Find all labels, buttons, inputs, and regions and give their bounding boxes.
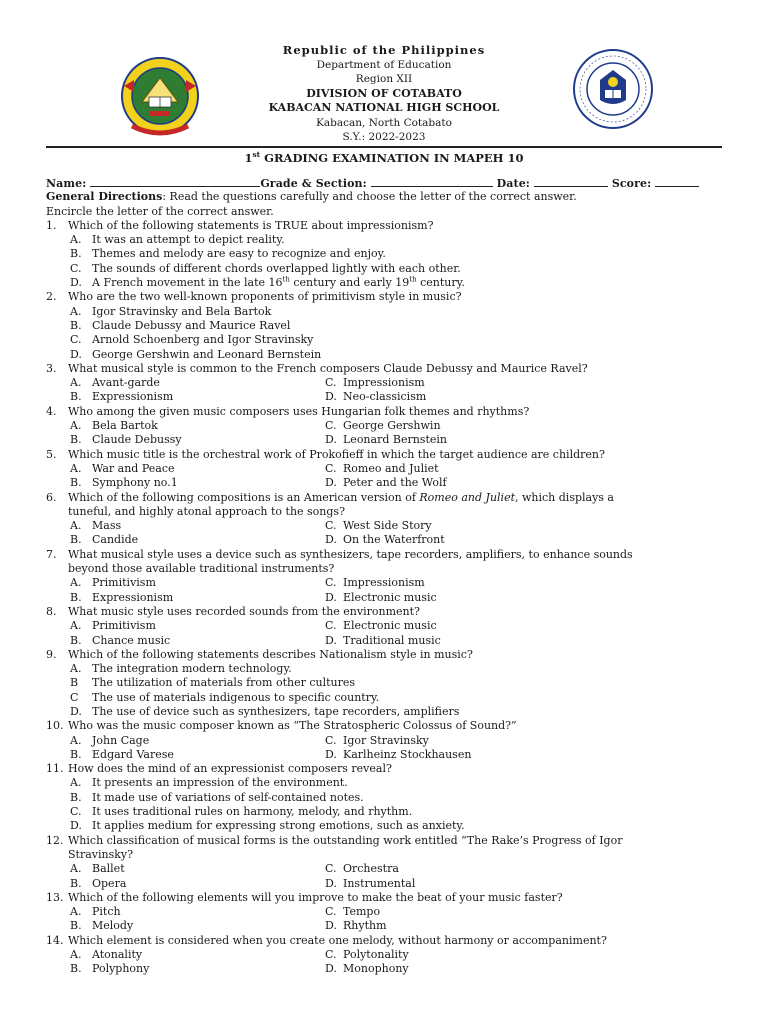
option-text[interactable]: Orchestra <box>343 862 399 876</box>
option-text[interactable]: Peter and the Wolf <box>343 476 447 490</box>
option-text[interactable]: Edgard Varese <box>92 747 174 761</box>
option-letter[interactable]: C <box>70 690 79 704</box>
exam-body <box>46 176 736 977</box>
option-letter[interactable]: A. <box>70 304 82 318</box>
date-field[interactable] <box>534 176 608 187</box>
option-text[interactable]: Neo-classicism <box>343 390 427 404</box>
question-number: 9. <box>46 647 57 661</box>
option-letter[interactable]: A. <box>70 233 82 247</box>
option-row <box>46 462 736 476</box>
option-letter[interactable]: D. <box>325 476 337 490</box>
question-number: 13. <box>46 890 64 904</box>
option-text[interactable]: Arnold Schoenberg and Igor Stravinsky <box>92 333 314 347</box>
question-list <box>46 219 736 977</box>
option-text[interactable]: West Side Story <box>343 519 432 533</box>
republic-title: Republic of the Philippines <box>282 43 486 57</box>
option-letter[interactable]: D. <box>325 633 337 647</box>
exam-title-number: 1 <box>244 150 253 165</box>
header-divider <box>46 146 722 148</box>
option-letter[interactable]: D. <box>325 747 337 761</box>
option-row <box>46 676 736 690</box>
option-letter[interactable]: D. <box>325 390 337 404</box>
division-name: DIVISION OF COTABATO <box>306 86 462 100</box>
question-5 <box>46 448 736 462</box>
option-text[interactable]: Symphony no.1 <box>92 476 178 490</box>
option-text[interactable]: It made use of variations of self-contained notes. <box>92 790 364 804</box>
option-letter[interactable]: C. <box>325 733 337 747</box>
ordinal-suffix: th <box>409 275 417 284</box>
exam-title-suffix: st <box>252 150 261 159</box>
option-text[interactable]: John Cage <box>92 733 150 747</box>
option-text[interactable]: Romeo and Juliet <box>343 461 439 475</box>
option-row <box>46 877 736 891</box>
option-letter[interactable]: C. <box>70 261 82 275</box>
question-number: 14. <box>46 933 64 947</box>
option-letter[interactable]: A. <box>70 519 82 533</box>
question-10 <box>46 719 736 733</box>
question-text-continued: tuneful, and highly atonal approach to the songs? <box>68 504 345 518</box>
question-text: What musical style is common to the French composers Claude Debussy and Maurice Ravel? <box>68 361 588 375</box>
option-letter[interactable]: B. <box>70 476 82 490</box>
option-text[interactable]: Claude Debussy and Maurice Ravel <box>92 318 291 332</box>
option-row <box>46 776 736 790</box>
option-letter[interactable]: B. <box>70 390 82 404</box>
option-row <box>46 591 736 605</box>
option-letter[interactable]: A. <box>70 376 82 390</box>
option-text[interactable]: Ballet <box>92 862 125 876</box>
department-name: Department of Education <box>316 58 452 71</box>
option-row <box>46 734 736 748</box>
question-text: How does the mind of an expressionist composers reveal? <box>68 762 392 776</box>
option-letter[interactable]: D. <box>325 433 337 447</box>
option-text[interactable]: Opera <box>92 876 127 890</box>
option-letter[interactable]: D. <box>70 819 82 833</box>
question-text: Which of the following elements will you improve to make the beat of your music faster? <box>68 890 563 904</box>
question-9 <box>46 648 736 662</box>
option-row <box>46 634 736 648</box>
option-text[interactable]: Mass <box>92 519 122 533</box>
option-letter[interactable]: D. <box>325 919 337 933</box>
option-row <box>46 233 736 247</box>
option-text[interactable] <box>92 276 465 290</box>
question-6 <box>46 491 736 505</box>
option-row <box>46 805 736 819</box>
option-letter[interactable]: D. <box>70 347 82 361</box>
option-text[interactable]: Traditional music <box>343 633 441 647</box>
score-field[interactable] <box>655 176 699 187</box>
question-number: 11. <box>46 762 64 776</box>
option-row <box>46 390 736 404</box>
option-letter[interactable]: B. <box>70 790 82 804</box>
option-text[interactable]: It applies medium for expressing strong emotions, such as anxiety. <box>92 819 465 833</box>
option-text[interactable]: Expressionism <box>92 590 174 604</box>
ordinal-suffix: th <box>282 275 290 284</box>
option-letter[interactable]: A. <box>70 662 82 676</box>
question-text-end: , which displays a <box>515 490 614 504</box>
name-field[interactable] <box>90 176 260 187</box>
option-text[interactable]: Rhythm <box>343 919 387 933</box>
question-number: 12. <box>46 833 64 847</box>
question-number: 5. <box>46 447 57 461</box>
option-letter[interactable]: C. <box>325 519 337 533</box>
option-row <box>46 819 736 833</box>
option-letter[interactable]: C. <box>325 461 337 475</box>
option-letter[interactable]: D. <box>70 276 82 290</box>
option-letter[interactable]: B. <box>70 962 82 976</box>
school-header <box>0 40 768 146</box>
score-label: Score: <box>607 177 656 190</box>
option-row <box>46 948 736 962</box>
question-number: 8. <box>46 604 57 618</box>
option-text[interactable]: Monophony <box>343 962 409 976</box>
option-row <box>46 348 736 362</box>
option-row <box>46 576 736 590</box>
question-text: Which of the following statements describes Nationalism style in music? <box>68 647 473 661</box>
option-row <box>46 319 736 333</box>
option-letter[interactable]: B. <box>70 919 82 933</box>
option-row <box>46 247 736 261</box>
option-text[interactable]: The utilization of materials from other cultures <box>92 676 356 690</box>
option-letter[interactable]: B. <box>70 533 82 547</box>
question-14 <box>46 934 736 948</box>
school-name: KABACAN NATIONAL HIGH SCHOOL <box>268 101 500 114</box>
option-text[interactable]: Primitivism <box>92 619 156 633</box>
grade-section-field[interactable] <box>371 176 493 187</box>
exam-title <box>0 150 768 165</box>
question-text: Which of the following statements is TRUE about impressionism? <box>68 218 434 232</box>
option-letter[interactable]: B. <box>70 747 82 761</box>
option-text[interactable]: Pitch <box>92 905 121 919</box>
option-letter[interactable]: C. <box>325 419 337 433</box>
option-text[interactable]: Avant-garde <box>92 376 160 390</box>
option-text[interactable]: The sounds of different chords overlapped lightly with each other. <box>92 261 461 275</box>
question-11 <box>46 762 736 776</box>
option-text[interactable]: Polytonality <box>343 948 409 962</box>
option-row <box>46 276 736 290</box>
option-letter[interactable]: C. <box>325 576 337 590</box>
option-letter[interactable]: D. <box>325 533 337 547</box>
name-label: Name: <box>46 177 91 190</box>
option-row <box>46 662 736 676</box>
option-text[interactable]: War and Peace <box>92 461 175 475</box>
option-letter[interactable]: A. <box>70 862 82 876</box>
question-number: 7. <box>46 547 57 561</box>
option-text[interactable]: Electronic music <box>343 619 437 633</box>
option-letter[interactable]: A. <box>70 948 82 962</box>
question-text: What music style uses recorded sounds from the environment? <box>68 604 420 618</box>
option-text-part: century. <box>416 276 465 290</box>
option-row <box>46 905 736 919</box>
question-number: 2. <box>46 290 57 304</box>
option-text[interactable]: Igor Stravinsky <box>343 733 429 747</box>
option-text[interactable]: Expressionism <box>92 390 174 404</box>
school-seal-logo <box>120 56 200 140</box>
option-row <box>46 791 736 805</box>
option-text[interactable]: Tempo <box>343 905 381 919</box>
option-text[interactable]: Electronic music <box>343 590 437 604</box>
option-row <box>46 476 736 490</box>
option-row <box>46 691 736 705</box>
directions-text: : Read the questions carefully and choose the letter of the correct answer. <box>162 190 577 204</box>
question-number: 4. <box>46 404 57 418</box>
region-name: Region XII <box>355 73 413 85</box>
option-row <box>46 919 736 933</box>
option-text[interactable]: The use of materials indigenous to specific country. <box>92 690 380 704</box>
option-letter[interactable]: B. <box>70 876 82 890</box>
header-text-block <box>200 43 568 145</box>
question-text: Who are the two well-known proponents of primitivism style in music? <box>68 290 462 304</box>
option-text[interactable]: It was an attempt to depict reality. <box>92 233 285 247</box>
option-letter[interactable]: D. <box>70 704 82 718</box>
option-text[interactable]: Primitivism <box>92 576 156 590</box>
option-letter[interactable]: D. <box>325 590 337 604</box>
option-row <box>46 705 736 719</box>
option-row <box>46 519 736 533</box>
question-number: 3. <box>46 361 57 375</box>
option-text[interactable]: Atonality <box>92 948 143 962</box>
option-row <box>46 433 736 447</box>
option-letter[interactable]: A. <box>70 905 82 919</box>
option-text[interactable]: The integration modern technology. <box>92 662 292 676</box>
question-1 <box>46 219 736 233</box>
directions-label: General Directions <box>46 190 163 204</box>
option-letter[interactable]: C. <box>70 805 82 819</box>
option-text[interactable]: Leonard Bernstein <box>343 433 447 447</box>
option-text[interactable]: Karlheinz Stockhausen <box>343 747 472 761</box>
option-letter[interactable]: C. <box>325 905 337 919</box>
question-12 <box>46 834 736 848</box>
option-text[interactable]: Candide <box>92 533 139 547</box>
option-text[interactable]: Themes and melody are easy to recognize and enjoy. <box>92 247 386 261</box>
question-title-italic: Romeo and Juliet <box>419 490 515 504</box>
option-letter[interactable]: B <box>70 676 79 690</box>
option-row <box>46 748 736 762</box>
option-text[interactable]: Bela Bartok <box>92 419 158 433</box>
question-2 <box>46 290 736 304</box>
option-text[interactable]: Claude Debussy <box>92 433 182 447</box>
option-text[interactable]: Polyphony <box>92 962 150 976</box>
option-letter[interactable]: A. <box>70 419 82 433</box>
option-letter[interactable]: D. <box>325 962 337 976</box>
option-row <box>46 333 736 347</box>
option-text[interactable]: Instrumental <box>343 876 416 890</box>
question-13 <box>46 891 736 905</box>
option-text[interactable]: Impressionism <box>343 376 425 390</box>
question-text: What musical style uses a device such as synthesizers, tape recorders, amplifiers, to enhance sounds <box>68 547 633 561</box>
question-text: Which classification of musical forms is the outstanding work entitled “The Rake’s Progress of Igor <box>68 833 623 847</box>
option-letter[interactable]: C. <box>325 948 337 962</box>
option-letter[interactable]: C. <box>325 862 337 876</box>
deped-seal-logo <box>572 48 654 130</box>
option-letter[interactable]: A. <box>70 461 82 475</box>
option-row <box>46 862 736 876</box>
exam-title-text: GRADING EXAMINATION IN MAPEH 10 <box>260 150 524 165</box>
question-number: 1. <box>46 218 57 232</box>
option-letter[interactable]: D. <box>325 876 337 890</box>
question-text: Which music title is the orchestral work of Prokofieff in which the target audience are children? <box>68 447 605 461</box>
question-text: Which of the following compositions is an American version of <box>68 490 420 504</box>
option-text-part: century and early 19 <box>289 276 410 290</box>
option-letter[interactable]: B. <box>70 433 82 447</box>
option-letter[interactable]: A. <box>70 619 82 633</box>
date-label: Date: <box>492 177 534 190</box>
question-text-continued: Stravinsky? <box>68 847 134 861</box>
option-text-part: A French movement in the late 16 <box>92 276 283 290</box>
question-3 <box>46 362 736 376</box>
option-text[interactable]: It uses traditional rules on harmony, melody, and rhythm. <box>92 805 413 819</box>
option-row <box>46 305 736 319</box>
question-4 <box>46 405 736 419</box>
grade-section-label: Grade & Section: <box>260 177 371 190</box>
question-text: Who among the given music composers uses Hungarian folk themes and rhythms? <box>68 404 530 418</box>
option-row <box>46 376 736 390</box>
option-text[interactable]: George Gershwin <box>343 419 441 433</box>
option-text[interactable]: George Gershwin and Leonard Bernstein <box>92 347 322 361</box>
student-info-line <box>46 176 736 190</box>
option-letter[interactable]: B. <box>70 318 82 332</box>
question-text: Who was the music composer known as “The Stratospheric Colossus of Sound?” <box>68 719 517 733</box>
directions-text-2: Encircle the letter of the correct answer. <box>46 204 274 218</box>
school-address: Kabacan, North Cotabato <box>316 116 452 129</box>
option-text[interactable]: The use of device such as synthesizers, tape recorders, amplifiers <box>92 704 460 718</box>
option-text[interactable]: Igor Stravinsky and Bela Bartok <box>92 304 272 318</box>
option-text[interactable]: Chance music <box>92 633 171 647</box>
question-7 <box>46 548 736 562</box>
option-letter[interactable]: A. <box>70 576 82 590</box>
question-8 <box>46 605 736 619</box>
option-text[interactable]: On the Waterfront <box>343 533 445 547</box>
question-text: Which element is considered when you create one melody, without harmony or accompaniment? <box>68 933 607 947</box>
option-row <box>46 962 736 976</box>
question-number: 10. <box>46 719 64 733</box>
option-letter[interactable]: A. <box>70 733 82 747</box>
option-row <box>46 419 736 433</box>
option-letter[interactable]: C. <box>70 333 82 347</box>
option-text[interactable]: Melody <box>92 919 134 933</box>
question-text-continued: beyond those available traditional instruments? <box>68 562 335 576</box>
option-letter[interactable]: B. <box>70 633 82 647</box>
option-row <box>46 619 736 633</box>
school-year: S.Y.: 2022-2023 <box>342 131 426 143</box>
option-row <box>46 262 736 276</box>
option-text[interactable]: Impressionism <box>343 576 425 590</box>
option-letter[interactable]: C. <box>325 376 337 390</box>
option-letter[interactable]: A. <box>70 776 82 790</box>
option-letter[interactable]: B. <box>70 590 82 604</box>
general-directions <box>46 190 736 204</box>
option-row <box>46 533 736 547</box>
option-letter[interactable]: B. <box>70 247 82 261</box>
question-number: 6. <box>46 490 57 504</box>
option-text[interactable]: It presents an impression of the environment. <box>92 776 348 790</box>
option-letter[interactable]: C. <box>325 619 337 633</box>
